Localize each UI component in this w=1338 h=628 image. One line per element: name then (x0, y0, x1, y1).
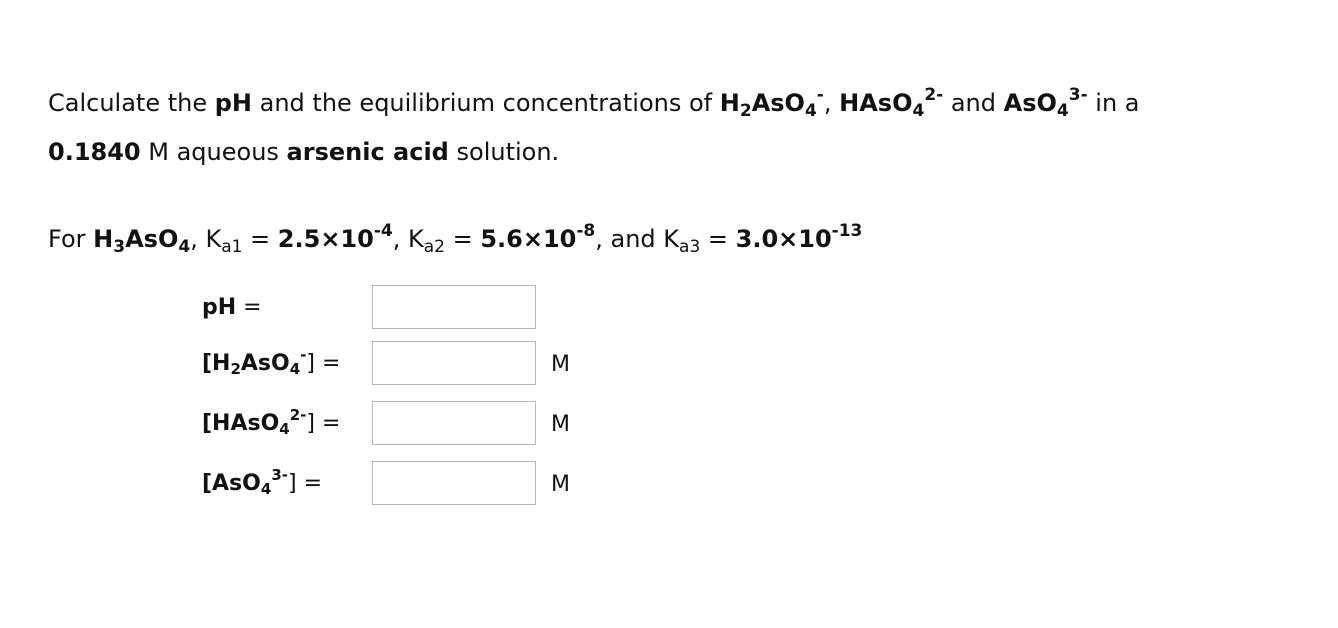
acid-name: arsenic acid (286, 138, 449, 166)
aso4-answer-row (0, 461, 1338, 507)
aso4-unit: M (551, 472, 570, 497)
question-line-2: 0.1840 M aqueous arsenic acid solution. (48, 138, 560, 166)
question-text: and the equilibrium concentrations of (252, 89, 720, 117)
ka2-subscript: a2 (423, 237, 445, 257)
h2aso4-unit: M (551, 352, 570, 377)
species-haso4: HAsO$_4^{2-}$ (839, 85, 944, 121)
h2aso4-label: $[H_2AsO_4^-]$ = (202, 346, 341, 378)
haso4-label: [HAsO$_4^{2-}$] = (202, 406, 341, 438)
species-h2aso4: $H_2AsO_4^-$ (719, 85, 824, 121)
ka1-value: $2.5\times 10^{-4}$ (277, 221, 393, 253)
ph-label: pH = (202, 295, 262, 320)
h2aso4-answer-row (0, 341, 1338, 387)
ka3-value: $3.0\times 10^{-13}$ (735, 221, 863, 253)
ka1-subscript: a1 (221, 237, 243, 257)
haso4-unit: M (551, 412, 570, 437)
haso4-answer-row (0, 401, 1338, 447)
question-line-1: Calculate the pH and the equilibrium concentrations of $H_2AsO_4^-$, HAsO$_4^{2-}$ and AsO$_4^{3-}$ in a (48, 85, 1140, 121)
ph-term: pH (214, 89, 252, 117)
ph-answer-row (0, 285, 1338, 331)
ph-input[interactable] (372, 285, 536, 329)
ka-values-line: For $H_3AsO_4$, $K_{a1} = 2.5\times 10^{-4}$, $K_{a2} = 5.6\times 10^{-8}$, and $K_{a3} = 3.0\times 10^{-13}$ (48, 221, 863, 257)
species-aso4: AsO$_4^{3-}$ (1003, 85, 1088, 121)
aso4-label: [AsO$_4^{3-}$] = (202, 466, 323, 498)
question-text: Calculate the (48, 89, 215, 117)
ka2-value: $5.6\times 10^{-8}$ (480, 221, 596, 253)
acid-concentration: 0.1840 (48, 138, 141, 166)
h2aso4-input[interactable] (372, 341, 536, 385)
acid-formula: $H_3AsO_4$ (93, 225, 191, 257)
haso4-input[interactable] (372, 401, 536, 445)
ka3-subscript: a3 (679, 237, 701, 257)
aso4-input[interactable] (372, 461, 536, 505)
